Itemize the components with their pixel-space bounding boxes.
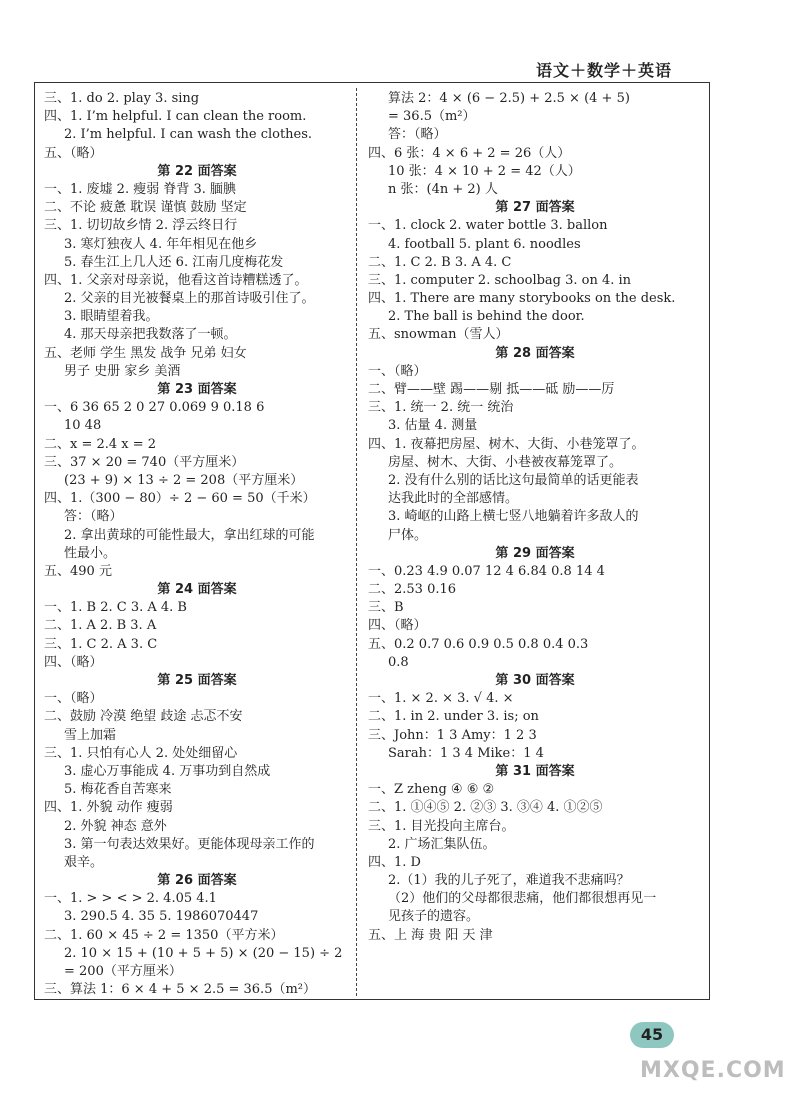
answer-line: 二、臂——壁 踢——剔 抵——砥 励——厉 (368, 382, 615, 397)
answer-line: 2. The ball is behind the door. (388, 309, 585, 325)
answer-line: 四、1. I’m helpful. I can clean the room. (44, 109, 307, 125)
answer-line: 一、6 36 65 2 0 27 0.069 9 0.18 6 (44, 400, 265, 416)
answer-line: 二、1. A 2. B 3. A (44, 618, 157, 634)
answer-line: 三、1. do 2. play 3. sing (44, 91, 200, 106)
answer-line: 二、1. C 2. B 3. A 4. C (368, 254, 512, 270)
answer-line: 房屋、树木、大街、小巷被夜幕笼罩了。 (388, 454, 623, 470)
page-number-badge: 45 (630, 1022, 674, 1048)
answer-line: 2. 广场汇集队伍。 (388, 836, 496, 852)
section-heading: 第 24 面答案 (157, 582, 237, 598)
answer-line: 四、6 张：4 × 6 + 2 = 26（人） (368, 145, 571, 161)
answer-line: 三、算法 1：6 × 4 + 5 × 2.5 = 36.5（m²） (44, 982, 317, 998)
watermark-logo: MXQE.COM (640, 1058, 786, 1083)
answer-line: 三、1. 统一 2. 统一 统治 (368, 400, 514, 416)
answer-line: 一、1. B 2. C 3. A 4. B (44, 600, 187, 616)
section-heading: 第 30 面答案 (495, 673, 575, 688)
right-answer-column (368, 90, 702, 945)
answer-line: 尸体。 (388, 527, 428, 543)
answer-line: （2）他们的父母都很悲痛，他们都很想再见一 (388, 891, 657, 907)
answer-line: Sarah：1 3 4 Mike：1 4 (388, 745, 544, 761)
answer-line: 算法 2：4 × (6 − 2.5) + 2.5 × (4 + 5) (388, 91, 630, 106)
answer-line: 五、老师 学生 黑发 战争 兄弟 妇女 (44, 345, 247, 361)
answer-line: 2.（1）我的儿子死了，难道我不悲痛吗？ (388, 873, 630, 889)
answer-line: 3. 第一句表达效果好。更能体现母亲工作的 (64, 836, 315, 852)
answer-line: 3. 290.5 4. 35 5. 1986070447 (64, 909, 259, 925)
answer-line: 三、1. computer 2. schoolbag 3. on 4. in (368, 272, 632, 288)
answer-line: 四、1. 外貌 动作 瘦弱 (44, 800, 173, 816)
column-divider (356, 88, 357, 996)
answer-line: 二、1. ①④⑤ 2. ②③ 3. ③④ 4. ①②⑤ (368, 800, 603, 816)
answer-line: 三、John：1 3 Amy：1 2 3 (368, 727, 537, 743)
answer-line: 见孩子的遗容。 (388, 909, 480, 925)
section-heading: 第 29 面答案 (495, 545, 575, 561)
answer-line: 五、上 海 贵 阳 天 津 (368, 927, 493, 943)
section-heading: 第 22 面答案 (157, 163, 237, 179)
answer-line: 3. 眼睛望着我。 (64, 309, 159, 325)
answer-line: 达我此时的全部感情。 (388, 491, 519, 507)
answer-line: 三、37 × 20 = 740（平方厘米） (44, 454, 245, 470)
section-heading: 第 31 面答案 (495, 763, 575, 779)
answer-line: 答：（略） (64, 509, 123, 525)
answer-line: 3. 寒灯独夜人 4. 年年相见在他乡 (64, 236, 258, 252)
answer-line: 3. 虚心万事能成 4. 万事功到自然成 (64, 763, 271, 779)
answer-line: 三、1. 切切故乡情 2. 浮云终日行 (44, 218, 238, 234)
answer-line: 艰辛。 (64, 854, 104, 870)
answer-line: 2. 拿出黄球的可能性最大，拿出红球的可能 (64, 527, 315, 543)
answer-line: (23 + 9) × 13 ÷ 2 = 208（平方厘米） (64, 472, 304, 488)
answer-line: 二、x = 2.4 x = 2 (44, 436, 157, 452)
answer-line: 男子 史册 家乡 美酒 (64, 363, 181, 379)
answer-line: 三、1. 目光投向主席台。 (368, 818, 515, 834)
answer-line: 二、1. 60 × 45 ÷ 2 = 1350（平方米） (44, 927, 284, 943)
answer-line: 二、2.53 0.16 (368, 582, 457, 598)
answer-line: 0.8 (388, 654, 409, 670)
section-heading: 第 25 面答案 (157, 673, 237, 688)
answer-line: 2. 外貌 神态 意外 (64, 818, 167, 834)
answer-line: 一、1. clock 2. water bottle 3. ballon (368, 218, 608, 234)
answer-line: 五、（略） (44, 145, 103, 161)
answer-line: 四、1. D (368, 854, 421, 870)
answer-line: 一、（略） (44, 691, 103, 707)
answer-line: 三、1. C 2. A 3. C (44, 636, 158, 652)
section-heading: 第 23 面答案 (157, 382, 237, 397)
answer-line: 四、1. 父亲对母亲说，他看这首诗糟糕透了。 (44, 272, 308, 288)
answer-line: n 张：(4n + 2) 人 (388, 181, 498, 197)
answer-line: 一、1. 废墟 2. 瘦弱 脊背 3. 腼腆 (44, 181, 237, 197)
answer-line: 3. 崎岖的山路上横七竖八地躺着许多敌人的 (388, 509, 639, 525)
answer-line: 4. 那天母亲把我数落了一顿。 (64, 327, 237, 343)
answer-line: = 200（平方厘米） (64, 964, 182, 979)
answer-line: 一、1. × 2. × 3. √ 4. × (368, 691, 514, 707)
answer-line: 一、（略） (368, 363, 427, 379)
answer-line: 二、不论 疲惫 耽误 谨慎 鼓励 坚定 (44, 200, 247, 216)
answer-line: 10 张：4 × 10 + 2 = 42（人） (388, 163, 581, 179)
answer-line: 一、0.23 4.9 0.07 12 4 6.84 0.8 14 4 (368, 563, 605, 579)
answer-line: 答：（略） (388, 127, 447, 143)
section-heading: 第 28 面答案 (495, 345, 575, 361)
header-title: 语文＋数学＋英语 (535, 61, 672, 80)
answer-line: 二、1. in 2. under 3. is; on (368, 709, 539, 725)
answer-line: = 36.5（m²） (388, 109, 476, 125)
answer-line: 2. 没有什么别的话比这句最简单的话更能表 (388, 472, 639, 488)
section-heading: 第 26 面答案 (157, 873, 237, 889)
answer-line: 一、Z zheng ④ ⑥ ② (368, 782, 495, 798)
answer-line: 雪上加霜 (64, 727, 117, 743)
answer-line: 10 48 (64, 418, 102, 434)
answer-line: 2. I’m helpful. I can wash the clothes. (64, 127, 313, 143)
left-answer-column (44, 90, 350, 999)
answer-line: 五、0.2 0.7 0.6 0.9 0.5 0.8 0.4 0.3 (368, 636, 589, 652)
answer-line: 4. football 5. plant 6. noodles (388, 236, 581, 252)
answer-line: 3. 估量 4. 测量 (388, 418, 478, 434)
answer-line: 性最小。 (64, 545, 117, 561)
answer-line: 四、1. There are many storybooks on the desk. (368, 291, 676, 307)
answer-line: 四、1. 夜幕把房屋、树木、大街、小巷笼罩了。 (368, 436, 645, 452)
answer-line: 四、1.（300 − 80）÷ 2 − 60 = 50（千米） (44, 491, 316, 507)
answer-line: 五、snowman（雪人） (368, 327, 509, 343)
answer-line: 5. 梅花香自苦寒来 (64, 782, 172, 798)
answer-line: 五、490 元 (44, 563, 112, 579)
answer-line: 5. 春生江上几人还 6. 江南几度梅花发 (64, 254, 284, 270)
answer-line: 2. 10 × 15 + (10 + 5 + 5) × (20 − 15) ÷ 2 (64, 945, 343, 961)
answer-line: 2. 父亲的目光被餐桌上的那首诗吸引住了。 (64, 291, 315, 307)
answer-line: 三、B (368, 600, 404, 616)
answer-line: 二、鼓励 冷漠 绝望 歧途 忐忑不安 (44, 709, 243, 725)
answer-line: 三、1. 只怕有心人 2. 处处细留心 (44, 745, 238, 761)
answer-line: 一、1. > > < > 2. 4.05 4.1 (44, 891, 217, 907)
section-heading: 第 27 面答案 (495, 200, 575, 216)
answer-line: 四、（略） (44, 654, 103, 670)
answer-line: 四、（略） (368, 618, 427, 634)
